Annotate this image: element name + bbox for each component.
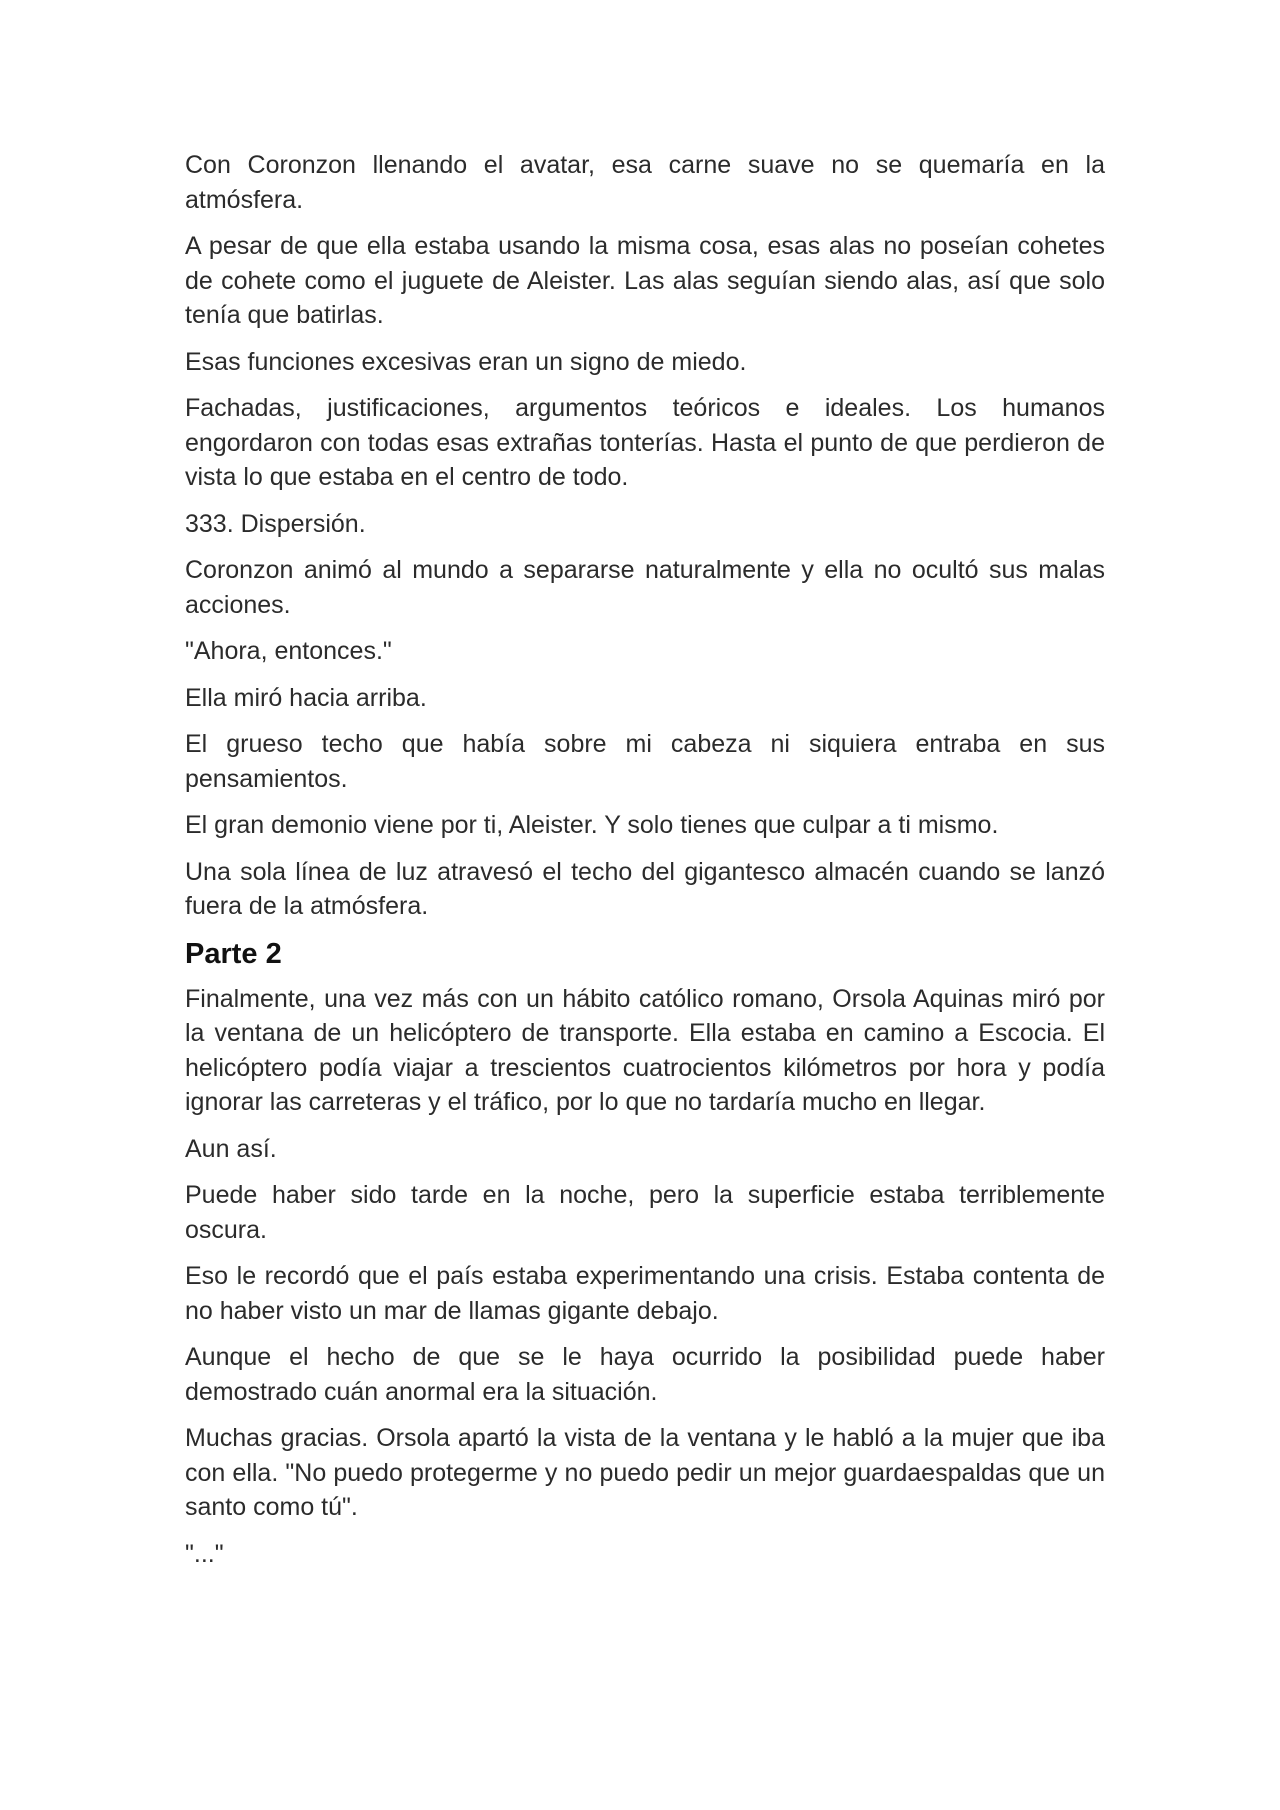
paragraph: Una sola línea de luz atravesó el techo del gigantesco almacén cuando se lanzó fuera de la atmósfera.: [185, 857, 1105, 920]
paragraph: Finalmente, una vez más con un hábito católico romano, Orsola Aquinas miró por la ventana de un helicóptero de transporte. Ella estaba en camino a Escocia. El helicóptero podía viajar a trescientos cuatrocientos kilómetros por hora y podía ignorar las carreteras y el tráfico, por lo que no tardaría mucho en llegar.: [185, 984, 1105, 1116]
paragraph: Eso le recordó que el país estaba experimentando una crisis. Estaba contenta de no haber visto un mar de llamas gigante debajo.: [185, 1262, 1105, 1325]
paragraph: Fachadas, justificaciones, argumentos teóricos e ideales. Los humanos engordaron con todas esas extrañas tonterías. Hasta el punto de que perdieron de vista lo que estaba en el centro de todo.: [185, 394, 1105, 491]
paragraph: El gran demonio viene por ti, Aleister. Y solo tienes que culpar a ti mismo.: [185, 811, 999, 839]
paragraph: 333. Dispersión.: [185, 509, 366, 538]
paragraph: Aun así.: [185, 1134, 277, 1163]
paragraph: El grueso techo que había sobre mi cabeza ni siquiera entraba en sus pensamientos.: [185, 730, 1105, 793]
paragraph: Puede haber sido tarde en la noche, pero la superficie estaba terriblemente oscura.: [185, 1181, 1105, 1244]
paragraph: "...": [185, 1539, 224, 1568]
paragraph: A pesar de que ella estaba usando la misma cosa, esas alas no poseían cohetes de cohete como el juguete de Aleister. Las alas seguían siendo alas, así que solo tenía que batirlas.: [185, 232, 1105, 329]
paragraph: Aunque el hecho de que se le haya ocurrido la posibilidad puede haber demostrado cuán anormal era la situación.: [185, 1343, 1105, 1406]
paragraph: Esas funciones excesivas eran un signo de miedo.: [185, 347, 747, 376]
paragraph: Con Coronzon llenando el avatar, esa carne suave no se quemaría en la atmósfera.: [185, 151, 1105, 214]
paragraph: Coronzon animó al mundo a separarse naturalmente y ella no ocultó sus malas acciones.: [185, 556, 1105, 619]
paragraph: "Ahora, entonces.": [185, 637, 392, 665]
paragraph: Muchas gracias. Orsola apartó la vista de la ventana y le habló a la mujer que iba con ella. "No puedo protegerme y no puedo pedir un mejor guardaespaldas que un santo como tú".: [185, 1424, 1105, 1521]
section-heading: Parte 2: [185, 937, 282, 970]
paragraph: Ella miró hacia arriba.: [185, 683, 427, 712]
document-body: [185, 148, 1105, 1583]
